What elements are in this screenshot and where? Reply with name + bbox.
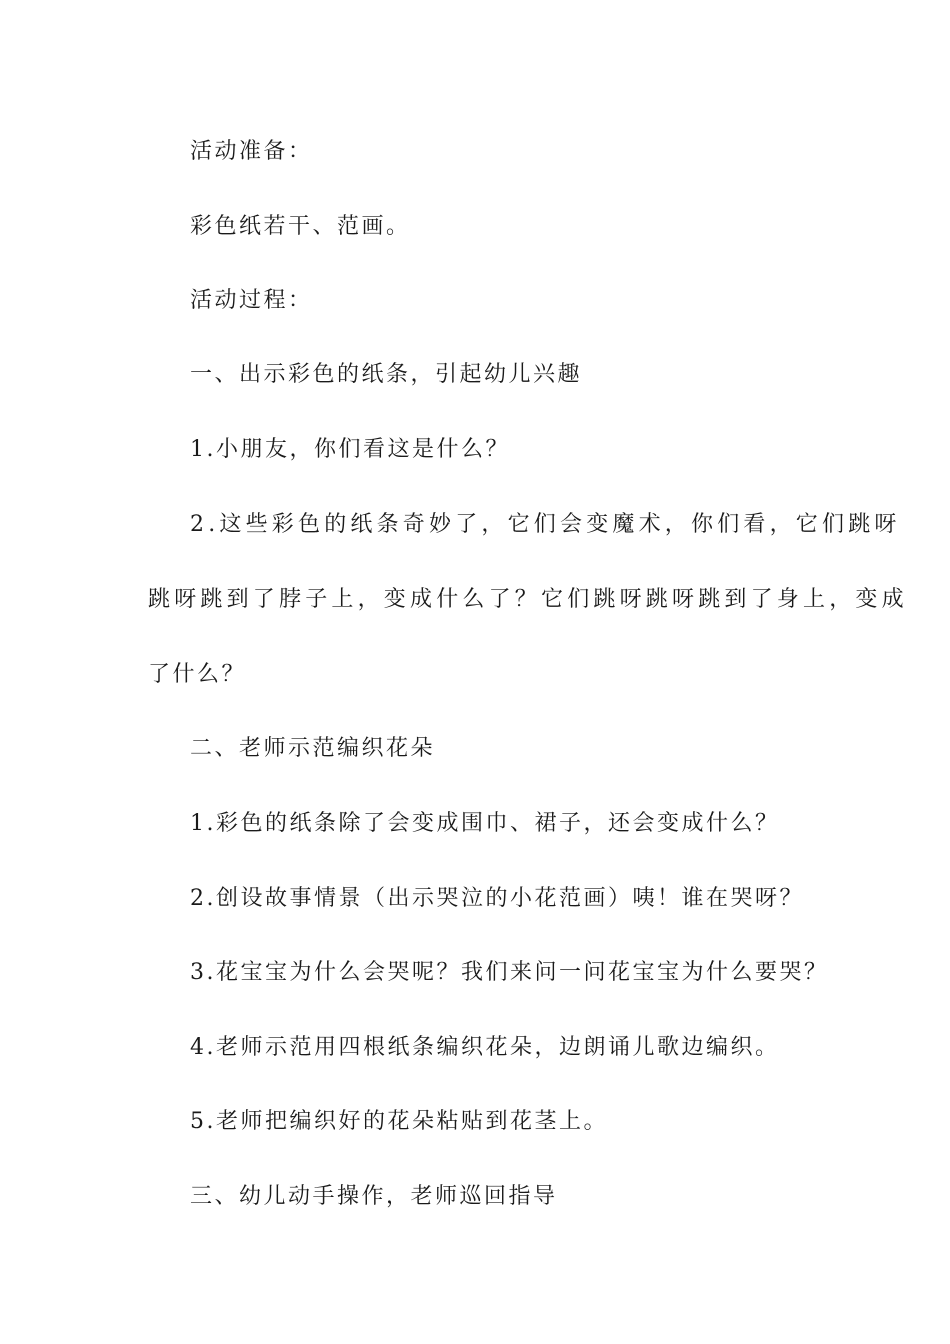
section-heading-process: 活动过程： bbox=[190, 288, 313, 313]
list-item: 2.创设故事情景（出示哭泣的小花范画）咦！谁在哭呀？ bbox=[190, 886, 804, 911]
list-item: 1.小朋友，你们看这是什么？ bbox=[190, 437, 510, 462]
list-item: 1.彩色的纸条除了会变成围巾、裙子，还会变成什么？ bbox=[190, 811, 780, 836]
paragraph-materials: 彩色纸若干、范画。 bbox=[190, 214, 411, 239]
paragraph-continuation: 跳呀跳到了脖子上，变成什么了？它们跳呀跳呀跳到了身上，变成 bbox=[148, 587, 908, 612]
step-heading-three: 三、幼儿动手操作，老师巡回指导 bbox=[190, 1184, 558, 1209]
section-heading-preparation: 活动准备： bbox=[190, 139, 313, 164]
paragraph-continuation: 了什么？ bbox=[148, 662, 247, 687]
step-heading-two: 二、老师示范编织花朵 bbox=[190, 736, 436, 761]
list-item: 2.这些彩色的纸条奇妙了，它们会变魔术，你们看，它们跳呀 bbox=[190, 512, 901, 537]
step-heading-one: 一、出示彩色的纸条，引起幼儿兴趣 bbox=[190, 362, 583, 387]
list-item: 4.老师示范用四根纸条编织花朵，边朗诵儿歌边编织。 bbox=[190, 1035, 780, 1060]
list-item: 5.老师把编织好的花朵粘贴到花茎上。 bbox=[190, 1109, 608, 1134]
list-item: 3.花宝宝为什么会哭呢？我们来问一问花宝宝为什么要哭？ bbox=[190, 960, 829, 985]
